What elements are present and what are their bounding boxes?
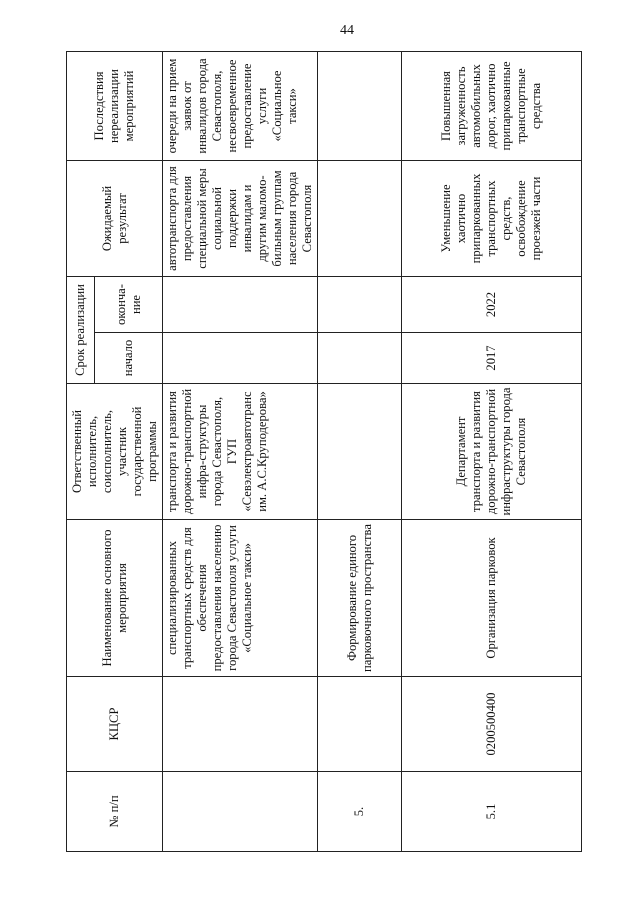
table-row xyxy=(318,52,402,852)
header-end: оконча-ние xyxy=(95,277,163,333)
row-kcsr xyxy=(318,677,402,772)
row-result: автотранспорта для предоставления специальной меры социальной поддержки инвалидам и другим маломо-бильным группам населения города Севастополя xyxy=(163,161,318,277)
rotated-table-container xyxy=(66,52,576,852)
row-end: 2022 xyxy=(402,277,582,333)
row-executor: транспорта и развития дорожно-транспортной инфра-структуры города Севастополя, ГУП «Севэлектроавтотранс им. А.С.Круподерова» xyxy=(163,384,318,520)
header-row-1 xyxy=(67,52,95,852)
row-executor: Департамент транспорта и развития дорожно-транспортной инфраструктуры города Севастополя xyxy=(402,384,582,520)
row-start: 2017 xyxy=(402,333,582,384)
row-start xyxy=(318,333,402,384)
table-row xyxy=(163,52,318,852)
page-number: 44 xyxy=(340,23,354,38)
header-kcsr: КЦСР xyxy=(67,677,163,772)
row-num xyxy=(163,772,318,852)
row-kcsr xyxy=(163,677,318,772)
row-kcsr: 0200500400 xyxy=(402,677,582,772)
header-result: Ожидаемый результат xyxy=(67,161,163,277)
row-name: Организация парковок xyxy=(402,520,582,677)
row-num: 5.1 xyxy=(402,772,582,852)
program-activities-table xyxy=(66,51,582,852)
row-consequences: очереди на прием заявок от инвалидов города Севастополя, несвоевременное предоставление услуги «Социальное такси» xyxy=(163,52,318,161)
header-term: Срок реализации xyxy=(67,277,95,384)
row-consequences: Повышенная загруженность автомобильных дорог, хаотично припаркованные транспортные средства xyxy=(402,52,582,161)
row-end xyxy=(163,277,318,333)
row-consequences xyxy=(318,52,402,161)
header-consequences: Последствия нереализации мероприятий xyxy=(67,52,163,161)
header-start: начало xyxy=(95,333,163,384)
row-result xyxy=(318,161,402,277)
rotated-table-area xyxy=(66,52,576,852)
table-row xyxy=(402,52,582,852)
row-result: Уменьшение хаотично припаркованных транспортных средств, освобождение проезжей части xyxy=(402,161,582,277)
row-name: Формирование единого парковочного пространства xyxy=(318,520,402,677)
row-end xyxy=(318,277,402,333)
header-executor: Ответственный исполнитель, соисполнитель, участник государственной программы xyxy=(67,384,163,520)
row-start xyxy=(163,333,318,384)
row-num: 5. xyxy=(318,772,402,852)
header-name: Наименование основного мероприятия xyxy=(67,520,163,677)
header-num: № п/п xyxy=(67,772,163,852)
row-executor xyxy=(318,384,402,520)
row-name: специализированных транспортных средств для обеспечения предоставления населению города Севастополя услуги «Социальное такси» xyxy=(163,520,318,677)
